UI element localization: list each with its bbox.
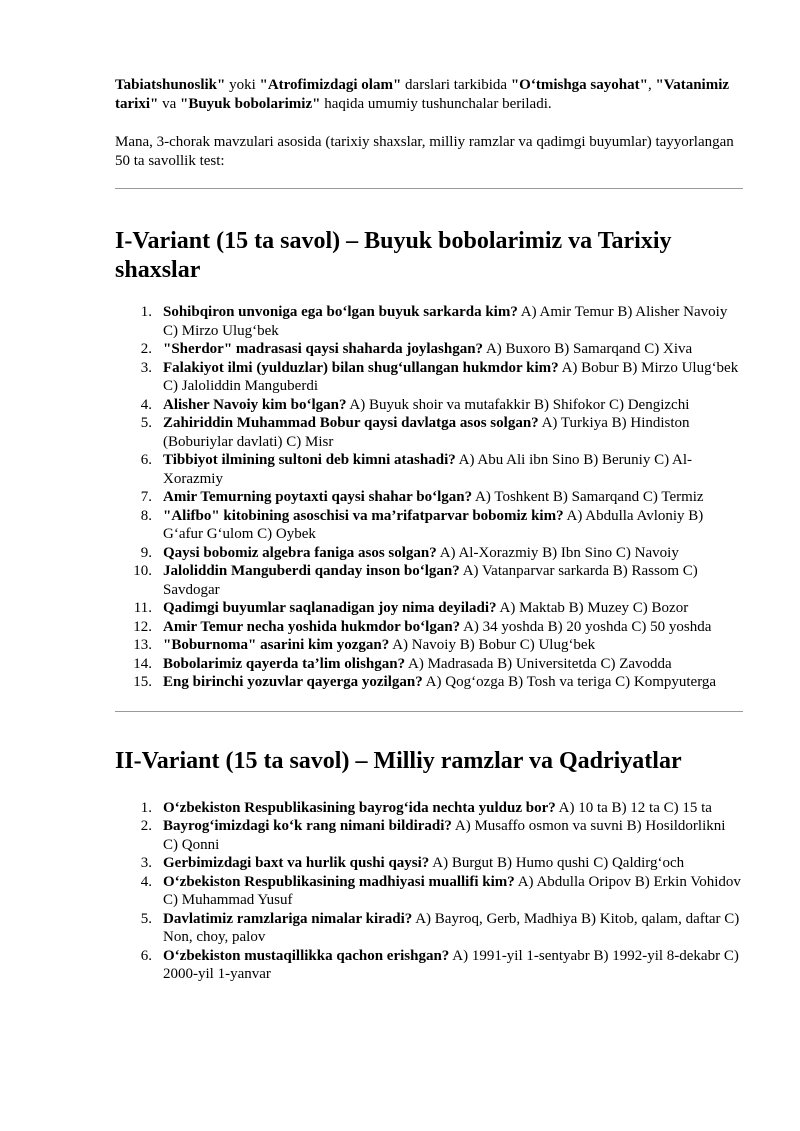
question-text: "Alifbo" kitobining asoschisi va ma’rifatparvar bobomiz kim? (163, 507, 564, 524)
section-divider (115, 188, 743, 189)
answer-options: A) Bayroq, Gerb, Madhiya B) Kitob, qalam, daftar C) Non, choy, palov (163, 910, 740, 945)
question-item (115, 873, 743, 910)
intro-bold-term: "O‘tmishga sayohat" (510, 77, 648, 93)
question-text: Zahiriddin Muhammad Bobur qaysi davlatga asos solgan? (163, 415, 539, 431)
answer-options: A) 1991-yil 1-sentyabr B) 1992-yil 8-dekabr C) 2000-yil 1-yanvar (163, 947, 739, 982)
answer-options: A) Musaffo osmon va suvni B) Hosildorlikni C) Qonni (163, 818, 726, 853)
question-number: 9. (140, 544, 152, 561)
question-list-variant-2 (115, 799, 743, 984)
answer-options: A) Abu Ali ibn Sino B) Beruniy C) Al-Xorazmiy (163, 452, 693, 487)
question-item (115, 618, 743, 637)
question-item (115, 947, 743, 984)
question-number: 4. (140, 873, 152, 890)
question-item (115, 673, 743, 692)
section-heading-variant-2: II-Variant (15 ta savol) – Milliy ramzlar va Qadriyatlar (115, 747, 682, 774)
question-number: 1. (140, 799, 152, 816)
question-item (115, 340, 743, 359)
answer-options: A) Navoiy B) Bobur C) Ulug‘bek (389, 637, 596, 653)
question-item (115, 854, 743, 873)
answer-options: A) Buxoro B) Samarqand C) Xiva (483, 341, 693, 357)
answer-options: A) 34 yoshda B) 20 yoshda C) 50 yoshda (460, 618, 712, 635)
intro-bold-term: "Atrofimizdagi olam" (259, 77, 402, 93)
answer-options: A) Amir Temur B) Alisher Navoiy C) Mirzo Ulug‘bek (163, 304, 728, 339)
question-text: Falakiyot ilmi (yulduzlar) bilan shug‘ullangan hukmdor kim? (163, 359, 559, 376)
answer-options: A) Toshkent B) Samarqand C) Termiz (472, 489, 704, 505)
question-number: 1. (140, 304, 152, 320)
answer-options: A) Buyuk shoir va mutafakkir B) Shifokor C) Dengizchi (346, 396, 690, 413)
question-number: 14. (133, 655, 152, 672)
answer-options: A) Qog‘ozga B) Tosh va teriga C) Kompyuterga (422, 674, 717, 690)
question-number: 2. (140, 818, 152, 834)
question-item (115, 451, 743, 488)
question-item (115, 799, 743, 818)
answer-options: A) Maktab B) Muzey C) Bozor (496, 600, 689, 616)
question-item (115, 599, 743, 618)
question-item (115, 303, 743, 340)
intro-bold-term: "Buyuk bobolarimiz" (180, 96, 321, 112)
question-item (115, 655, 743, 674)
question-text: Amir Temur necha yoshida hukmdor bo‘lgan? (163, 618, 461, 635)
question-text: O‘zbekiston mustaqillikka qachon erishgan? (163, 947, 450, 964)
answer-options: A) Abdulla Oripov B) Erkin Vohidov C) Muhammad Yusuf (163, 873, 741, 908)
question-number: 12. (133, 618, 152, 635)
intro-text: haqida umumiy tushunchalar beriladi. (320, 96, 552, 112)
question-number: 11. (133, 600, 152, 616)
question-number: 4. (140, 396, 152, 413)
question-text: Qadimgi buyumlar saqlanadigan joy nima deyiladi? (163, 600, 497, 616)
question-item (115, 910, 743, 947)
answer-options: A) 10 ta B) 12 ta C) 15 ta (555, 799, 712, 816)
question-item (115, 414, 743, 451)
question-number: 2. (140, 341, 152, 357)
question-number: 7. (140, 489, 152, 505)
question-text: "Sherdor" madrasasi qaysi shaharda joylashgan? (163, 341, 484, 357)
question-list-variant-1 (115, 303, 743, 692)
intro-bold-term: "Vatanimiz tarixi" (115, 77, 730, 112)
question-item (115, 359, 743, 396)
question-number: 5. (140, 415, 152, 431)
question-text: Qaysi bobomiz algebra faniga asos solgan? (163, 544, 437, 561)
document-page (115, 76, 743, 984)
question-text: Jaloliddin Manguberdi qanday inson bo‘lgan? (163, 563, 460, 579)
question-item (115, 396, 743, 415)
question-text: Bobolarimiz qayerda ta’lim olishgan? (163, 655, 406, 672)
intro-paragraph (115, 76, 743, 114)
question-item (115, 636, 743, 655)
question-item (115, 562, 743, 599)
question-number: 3. (140, 359, 152, 376)
question-text: Eng birinchi yozuvlar qayerga yozilgan? (163, 674, 423, 690)
question-text: Sohibqiron unvoniga ega bo‘lgan buyuk sarkarda kim? (163, 304, 518, 320)
question-number: 6. (140, 452, 152, 468)
question-number: 13. (133, 637, 152, 653)
intro-bold-term: Tabiatshunoslik" (115, 77, 226, 93)
question-number: 8. (140, 507, 152, 524)
intro-text: yoki (225, 77, 260, 93)
question-item (115, 507, 743, 544)
question-item (115, 488, 743, 507)
question-number: 10. (133, 563, 152, 579)
intro-text: , (647, 77, 656, 93)
question-text: Davlatimiz ramzlariga nimalar kiradi? (163, 910, 413, 927)
question-text: Bayrog‘imizdagi ko‘k rang nimani bildiradi? (163, 818, 452, 834)
answer-options: A) Turkiya B) Hindiston (Boburiylar davlati) C) Misr (163, 415, 690, 450)
question-text: Gerbimizdagi baxt va hurlik qushi qaysi? (163, 855, 430, 871)
question-text: "Boburnoma" asarini kim yozgan? (163, 637, 390, 653)
question-text: Tibbiyot ilmining sultoni deb kimni atashadi? (163, 452, 456, 468)
answer-options: A) Burgut B) Humo qushi C) Qaldirg‘och (429, 855, 685, 871)
question-number: 5. (140, 910, 152, 927)
answer-options: A) Al-Xorazmiy B) Ibn Sino C) Navoiy (436, 544, 679, 561)
intro-test-description: Mana, 3-chorak mavzulari asosida (tarixiy shaxslar, milliy ramzlar va qadimgi buyumlar) tayyorlangan 50 ta savollik test: (115, 134, 734, 169)
question-text: Amir Temurning poytaxti qaysi shahar bo‘lgan? (163, 489, 473, 505)
answer-options: A) Vatanparvar sarkarda B) Rassom C) Savdogar (163, 563, 698, 598)
question-item (115, 817, 743, 854)
answer-options: A) Abdulla Avloniy B) G‘afur G‘ulom C) Oybek (163, 507, 704, 542)
question-number: 3. (140, 855, 152, 871)
question-text: Alisher Navoiy kim bo‘lgan? (163, 396, 347, 413)
intro-text: darslari tarkibida (401, 77, 511, 93)
question-item (115, 544, 743, 563)
section-divider (115, 711, 743, 712)
section-heading-variant-1: I-Variant (15 ta savol) – Buyuk bobolarimiz va Tarixiy shaxslar (115, 228, 672, 283)
question-number: 15. (133, 674, 152, 690)
intro-text: va (158, 96, 180, 112)
answer-options: A) Madrasada B) Universitetda C) Zavodda (405, 655, 672, 672)
question-text: O‘zbekiston Respublikasining madhiyasi muallifi kim? (163, 873, 515, 890)
question-text: O‘zbekiston Respublikasining bayrog‘ida nechta yulduz bor? (163, 799, 556, 816)
answer-options: A) Bobur B) Mirzo Ulug‘bek C) Jaloliddin Manguberdi (163, 359, 739, 394)
question-number: 6. (140, 947, 152, 964)
